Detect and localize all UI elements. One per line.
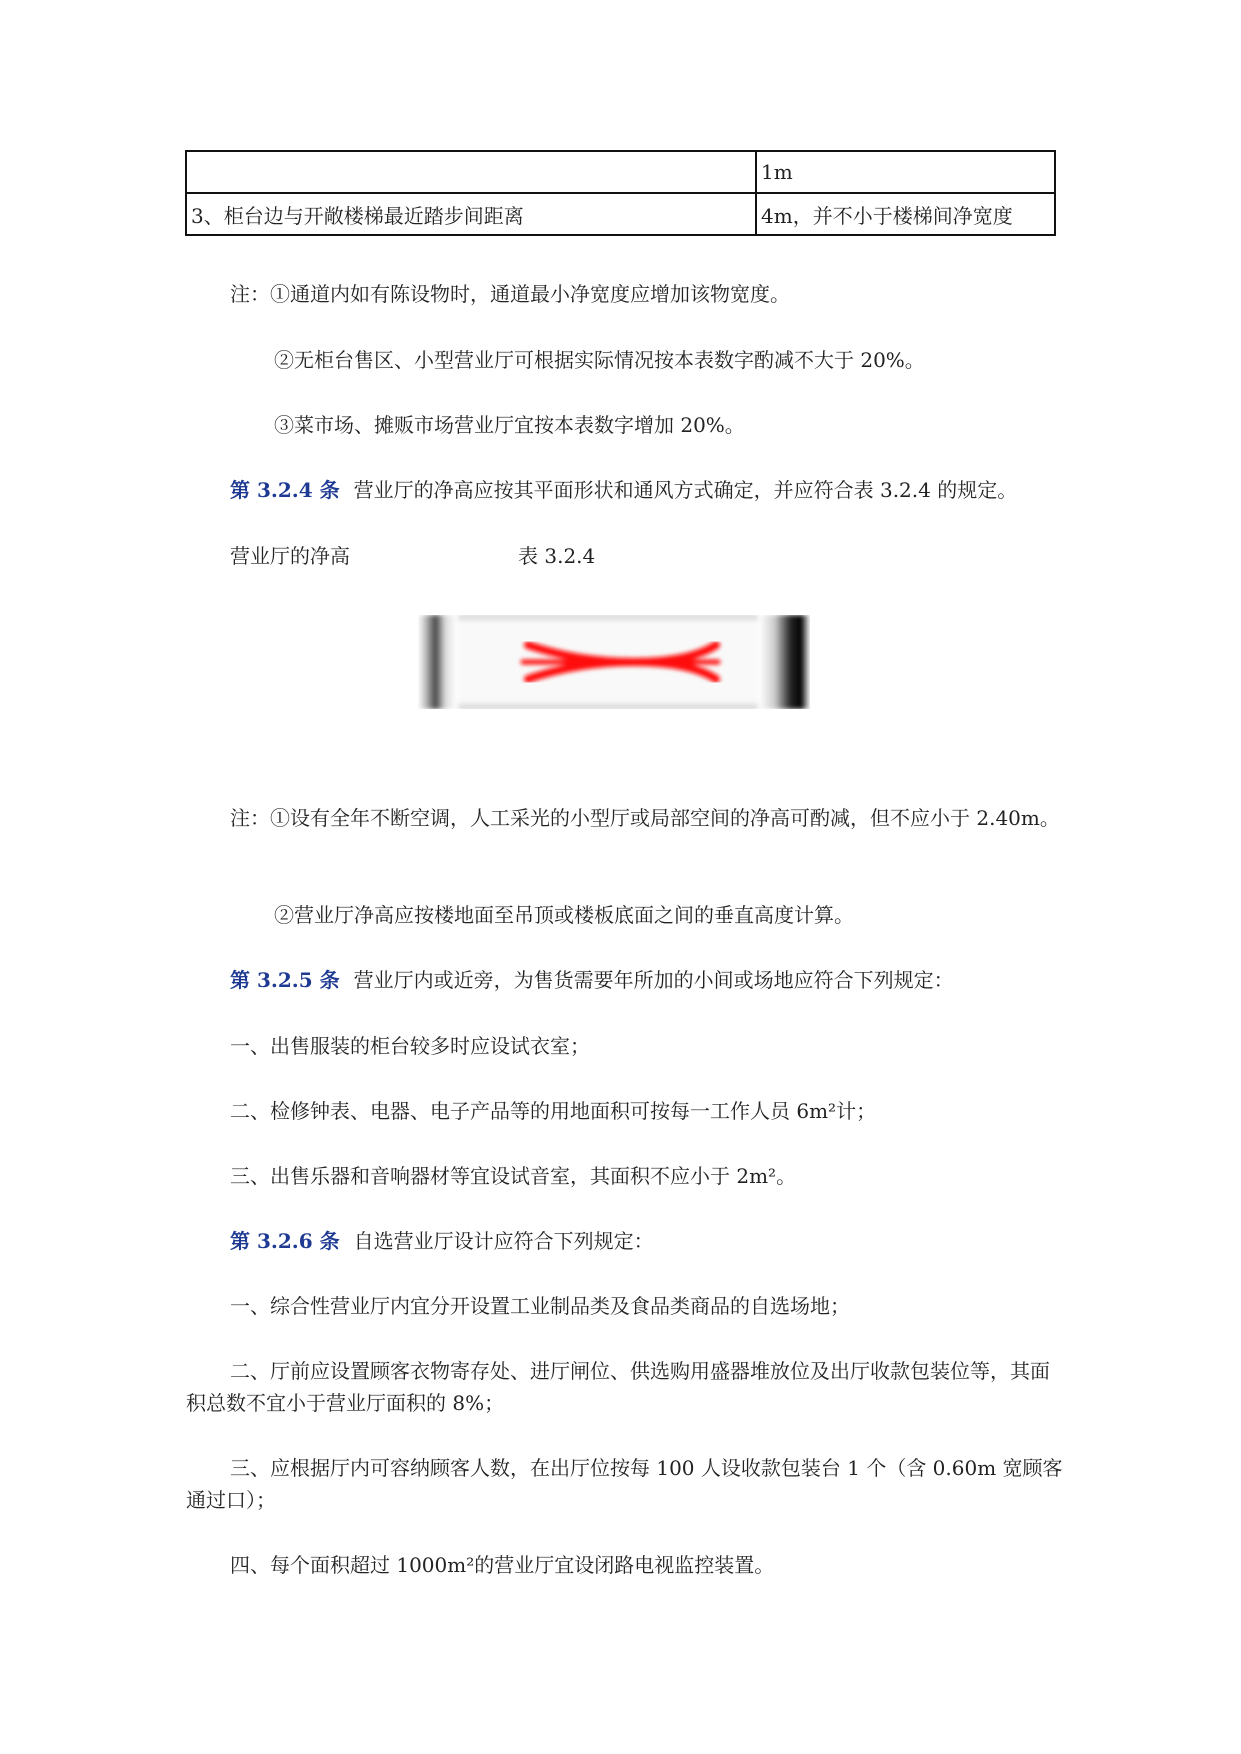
table-row	[186, 193, 1055, 235]
clause-text: 营业厅内或近旁，为售货需要年所加的小间或场地应符合下列规定：	[353, 968, 954, 992]
table-row	[186, 151, 1055, 193]
clause-number: 第 3.2.5 条	[230, 968, 340, 992]
clause-number: 第 3.2.6 条	[230, 1229, 340, 1253]
clause-3-2-4	[230, 474, 1017, 506]
requirements-table	[185, 150, 1056, 236]
clause-text: 自选营业厅设计应符合下列规定：	[353, 1229, 654, 1253]
clause-3-2-5	[230, 964, 954, 996]
note-2: ②无柜台售区、小型营业厅可根据实际情况按本表数字酌减不大于 20%。	[274, 348, 925, 372]
list-item: 四、每个面积超过 1000m²的营业厅宜设闭路电视监控装置。	[230, 1553, 775, 1577]
table-cell	[186, 151, 756, 193]
list-item: 一、综合性营业厅内宜分开设置工业制品类及食品类商品的自选场地；	[230, 1294, 850, 1318]
list-item: 一、出售服装的柜台较多时应设试衣室；	[230, 1034, 590, 1058]
note-3: ③菜市场、摊贩市场营业厅宜按本表数字增加 20%。	[274, 413, 745, 437]
list-item: 二、检修钟表、电器、电子产品等的用地面积可按每一工作人员 6m²计；	[230, 1099, 877, 1123]
list-item: 二、厅前应设置顾客衣物寄存处、进厅闸位、供选购用盛器堆放位及出厅收款包装位等，其面积总数不宜小于营业厅面积的 8%；	[186, 1359, 1050, 1415]
list-item: 三、出售乐器和音响器材等宜设试音室，其面积不应小于 2m²。	[230, 1164, 797, 1188]
table-cell: 1m	[756, 151, 1055, 193]
table-caption-title: 营业厅的净高	[230, 544, 350, 568]
clause-number: 第 3.2.4 条	[230, 478, 340, 502]
list-item: 三、应根据厅内可容纳顾客人数，在出厅位按每 100 人设收款包装台 1 个（含 0.60m 宽顾客通过口）；	[186, 1456, 1063, 1512]
clause-3-2-6	[230, 1225, 654, 1257]
table-cell: 3、柜台边与开敞楼梯最近踏步间距离	[186, 193, 756, 235]
table-caption-number: 表 3.2.4	[518, 544, 596, 568]
clause-text: 营业厅的净高应按其平面形状和通风方式确定，并应符合表 3.2.4 的规定。	[353, 478, 1018, 502]
broken-image-placeholder	[418, 615, 810, 709]
broken-image-icon	[418, 615, 810, 709]
note-1: 注：①通道内如有陈设物时，通道最小净宽度应增加该物宽度。	[230, 282, 790, 306]
table-cell: 4m，并不小于楼梯间净宽度	[756, 193, 1055, 235]
note-2-2: ②营业厅净高应按楼地面至吊顶或楼板底面之间的垂直高度计算。	[274, 903, 854, 927]
note-2-1: 注：①设有全年不断空调，人工采光的小型厅或局部空间的净高可酌减，但不应小于 2.40m。	[230, 806, 1060, 830]
